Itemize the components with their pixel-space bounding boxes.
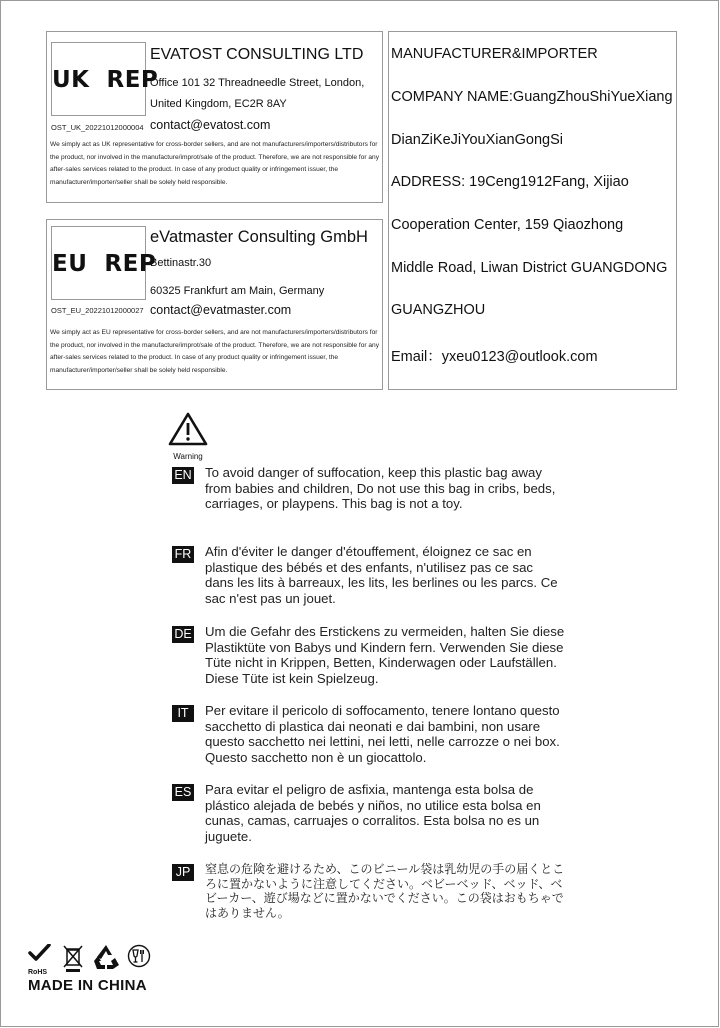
warning-triangle-icon	[168, 412, 208, 446]
uk-rep-disclaimer: We simply act as UK representative for cross-border sellers, and are not manufacturers/importers/distributors for the product, nor involved in the manufacture/improt/sale of the product. Therefore, we are not responsible for any after-sales services related to the product. In case of any product quality or infringement issuer, the manufacturer/importer/seller shall be solely held responsible.	[50, 141, 380, 186]
lang-tag-it: IT	[172, 705, 194, 722]
recycle-icon	[92, 944, 120, 975]
rohs-label: RoHS	[28, 969, 48, 976]
eu-rep-address-line1: Bettinastr.30	[150, 257, 212, 269]
eu-rep-box	[46, 219, 383, 390]
manufacturer-line: GUANGZHOU	[391, 302, 486, 318]
rohs-check-icon	[28, 944, 52, 976]
manufacturer-heading: MANUFACTURER&IMPORTER	[391, 46, 598, 62]
manufacturer-email: Email：yxeu0123@outlook.com	[391, 349, 598, 365]
made-in-label: MADE IN CHINA	[28, 977, 147, 994]
uk-rep-email: contact@evatost.com	[150, 118, 271, 132]
lang-tag-es: ES	[172, 784, 194, 801]
lang-tag-de: DE	[172, 626, 194, 643]
warning-label: Warning	[173, 452, 203, 461]
lang-tag-fr: FR	[172, 546, 194, 563]
manufacturer-line: ADDRESS: 19Ceng1912Fang, Xijiao	[391, 174, 629, 190]
eu-rep-badge: EU REP	[51, 226, 146, 300]
lang-text-de: Um die Gefahr des Erstickens zu vermeiden, halten Sie diese Plastiktüte von Babys und Kindern fern. Verwenden Sie diese Tüte nicht in Krippen, Betten, Kinderwagen oder Laufställen. Diese Tüte ist kein Spielzeug.	[205, 624, 565, 686]
uk-rep-code: OST_UK_20221012000004	[51, 123, 144, 132]
food-safe-glass-fork-icon	[127, 944, 151, 973]
manufacturer-line: Middle Road, Liwan District GUANGDONG	[391, 260, 668, 276]
eu-rep-code: OST_EU_20221012000027	[51, 306, 144, 315]
manufacturer-box	[388, 31, 677, 390]
lang-tag-jp: JP	[172, 864, 194, 881]
eu-rep-company: eVatmaster Consulting GmbH	[150, 228, 368, 246]
uk-rep-address-line1: Office 101 32 Threadneedle Street, London,	[150, 77, 365, 89]
uk-rep-address-line2: United Kingdom, EC2R 8AY	[150, 98, 287, 110]
manufacturer-line: DianZiKeJiYouXianGongSi	[391, 132, 563, 148]
lang-text-en: To avoid danger of suffocation, keep this plastic bag away from babies and children, Do not use this bag in cribs, beds, carriages, or playpens. This bag is not a toy.	[205, 465, 556, 512]
manufacturer-line: COMPANY NAME:GuangZhouShiYueXiang	[391, 89, 673, 105]
lang-text-jp: 窒息の危険を避けるため、このビニール袋は乳幼児の手の届くところに置かないように注意してください。ベビーベッド、ベッド、ベビーカー、遊び場などに置かないでください。この袋はおもちゃではありません。	[205, 862, 565, 920]
weee-crossed-bin-icon	[63, 944, 83, 977]
lang-text-es: Para evitar el peligro de asfixia, mantenga esta bolsa de plástico alejada de bebés y niños, no utilice esta bolsa en cunas, camas, carruajes o corralitos. Esta bolsa no es un juguete.	[205, 782, 541, 844]
eu-rep-disclaimer: We simply act as EU representative for cross-border sellers, and are not manufacturers/importers/distributors for the product, nor involved in the manufacture/improt/sale of the product. Therefore, we are not responsible for any after-sales services related to the product. In case of any product quality or infringement issuer, the manufacturer/importer/seller shall be solely held responsible.	[50, 329, 380, 374]
lang-text-it: Per evitare il pericolo di soffocamento, tenere lontano questo sacchetto di plastica dai neonati e dai bambini, non usare questo sacchetto nei lettini, nei letti, nelle carrozze o nei box. Questo sacchetto non è un giocattolo.	[205, 703, 560, 765]
lang-text-fr: Afin d'éviter le danger d'étouffement, éloignez ce sac en plastique des bébés et des enfants, n'utilisez pas ce sac dans les lits à barreaux, les lits, les berlines ou les parcs. Ce sac n'est pas un jouet.	[205, 544, 558, 606]
eu-rep-email: contact@evatmaster.com	[150, 303, 292, 317]
eu-rep-address-line2: 60325 Frankfurt am Main, Germany	[150, 285, 325, 297]
lang-tag-en: EN	[172, 467, 194, 484]
uk-rep-box	[46, 31, 383, 203]
warning-block	[168, 412, 208, 461]
uk-rep-company: EVATOST CONSULTING LTD	[150, 46, 364, 63]
manufacturer-line: Cooperation Center, 159 Qiaozhong	[391, 217, 624, 233]
uk-rep-badge: UK REP	[51, 42, 146, 116]
